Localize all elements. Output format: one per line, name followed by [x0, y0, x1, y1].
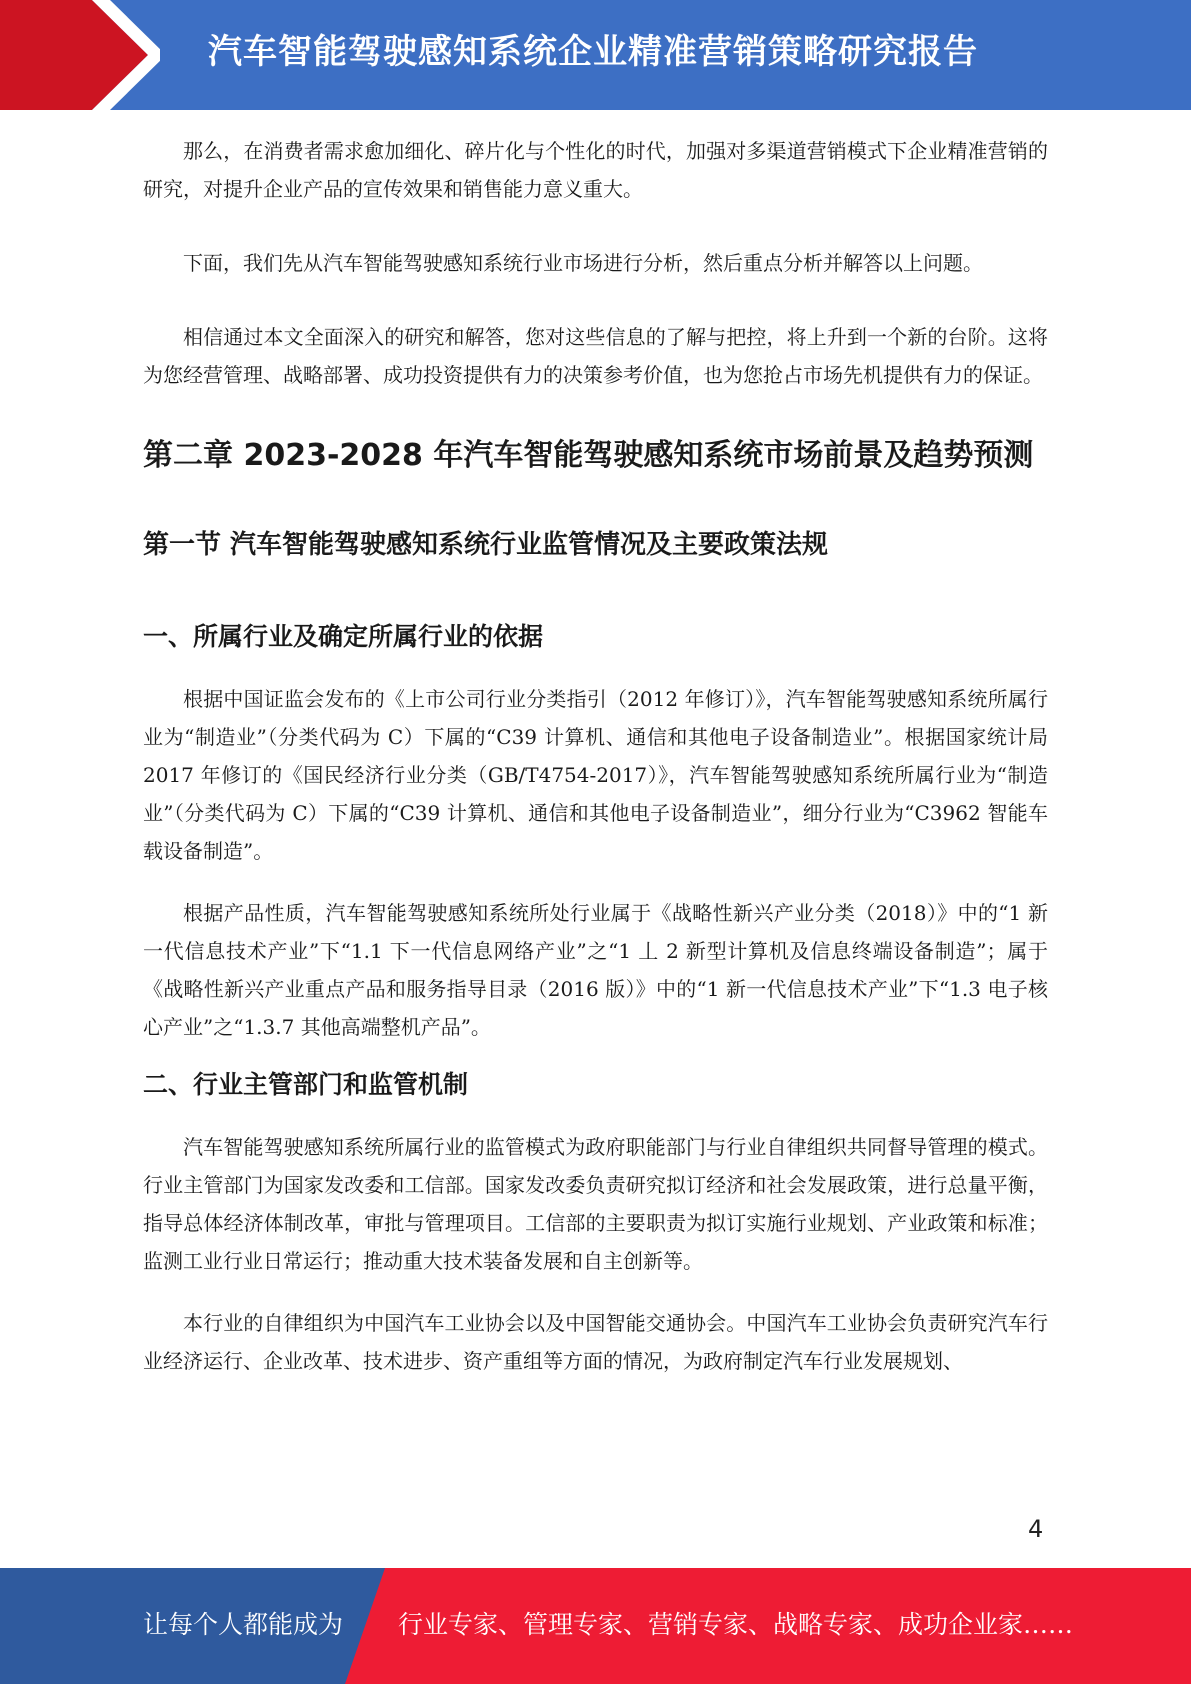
subsection-1-paragraph-1: 根据中国证监会发布的《上市公司行业分类指引（2012 年修订）》，汽车智能驾驶感知系统所属行业为“制造业”（分类代码为 C）下属的“C39 计算机、通信和其他电子设备制造业”。根据国家统计局 2017 年修订的《国民经济行业分类（GB/T4754-2017）》，汽车智能驾驶感知系统所属行业为“制造业”（分类代码为 C）下属的“C39 计算机、通信和其他电子设备制造业”，细分行业为“C3962 智能车载设备制造”。: [143, 687, 1048, 863]
subsection-title-2: 二、行业主管部门和监管机制: [143, 1070, 469, 1099]
subsection-2-paragraph-2: 本行业的自律组织为中国汽车工业协会以及中国智能交通协会。中国汽车工业协会负责研究汽车行业经济运行、企业改革、技术进步、资产重组等方面的情况，为政府制定汽车行业发展规划、: [143, 1311, 1048, 1373]
subsection-2-paragraph-1: 汽车智能驾驶感知系统所属行业的监管模式为政府职能部门与行业自律组织共同督导管理的模式。行业主管部门为国家发改委和工信部。国家发改委负责研究拟订经济和社会发展政策，进行总量平衡，指导总体经济体制改革，审批与管理项目。工信部的主要职责为拟订实施行业规划、产业政策和标准；监测工业行业日常运行；推动重大技术装备发展和自主创新等。: [143, 1135, 1048, 1273]
header-banner: [0, 0, 1191, 110]
header-title: 汽车智能驾驶感知系统企业精准营销策略研究报告: [208, 32, 978, 72]
intro-paragraph-1: 那么，在消费者需求愈加细化、碎片化与个性化的时代，加强对多渠道营销模式下企业精准营销的研究，对提升企业产品的宣传效果和销售能力意义重大。: [143, 139, 1048, 201]
footer-banner: [0, 1568, 1191, 1684]
intro-paragraph-3: 相信通过本文全面深入的研究和解答，您对这些信息的了解与把控，将上升到一个新的台阶。这将为您经营管理、战略部署、成功投资提供有力的决策参考价值，也为您抢占市场先机提供有力的保证。: [143, 325, 1048, 387]
footer-slogan-left: 让每个人都能成为: [143, 1610, 344, 1639]
header-chevron-decoration: [0, 0, 160, 110]
subsection-title-1: 一、所属行业及确定所属行业的依据: [143, 622, 544, 651]
chapter-title: 第二章 2023-2028 年汽车智能驾驶感知系统市场前景及趋势预测: [143, 438, 1034, 473]
intro-paragraph-2: 下面，我们先从汽车智能驾驶感知系统行业市场进行分析，然后重点分析并解答以上问题。: [183, 251, 983, 275]
section-title: 第一节 汽车智能驾驶感知系统行业监管情况及主要政策法规: [143, 530, 829, 560]
document-body: [143, 132, 1048, 1380]
subsection-1-paragraph-2: 根据产品性质，汽车智能驾驶感知系统所处行业属于《战略性新兴产业分类（2018）》中的“1 新一代信息技术产业”下“1.1 下一代信息网络产业”之“1 丄 2 新型计算机及信息终端设备制造”；属于《战略性新兴产业重点产品和服务指导目录（2016 版）》中的“1 新一代信息技术产业”下“1.3 电子核心产业”之“1.3.7 其他高端整机产品”。: [143, 901, 1048, 1039]
footer-slogan-right: 行业专家、管理专家、营销专家、战略专家、成功企业家……: [398, 1610, 1074, 1639]
page-number: 4: [1028, 1515, 1044, 1543]
